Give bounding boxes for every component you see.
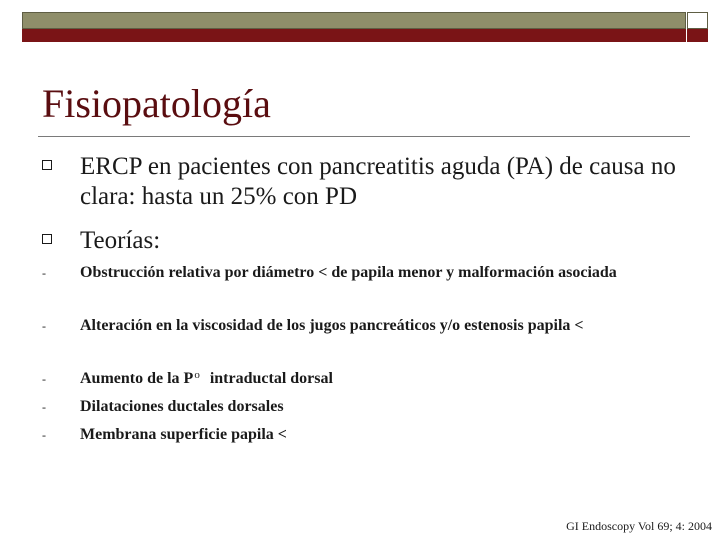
- bullet-text: Teorías:: [80, 227, 161, 254]
- header-band-olive: [22, 12, 686, 29]
- sub-bullet-text: Dilataciones ductales dorsales: [80, 398, 284, 415]
- header-corner-block-bottom: [687, 29, 708, 42]
- dash-bullet-icon: -: [42, 266, 46, 280]
- header-corner-block-top: [687, 12, 708, 29]
- title-divider: [38, 136, 690, 137]
- degree-superscript: o: [194, 369, 200, 381]
- sub-bullet-text-before: Aumento de la P: [80, 370, 194, 387]
- square-bullet-icon: [42, 160, 52, 170]
- square-bullet-icon: [42, 234, 52, 244]
- sub-bullet-text: Alteración en la viscosidad de los jugos pancreáticos y/o estenosis papila <: [80, 317, 584, 334]
- sub-bullet-text-after: intraductal dorsal: [209, 370, 333, 387]
- dash-bullet-icon: -: [42, 372, 46, 386]
- bullet-text: ERCP en pacientes con pancreatitis aguda (PA) de causa no clara: hasta un 25% con PD: [80, 153, 676, 210]
- slide-title: Fisiopatología: [42, 81, 271, 126]
- sub-bullet-text: Membrana superficie papila <: [80, 426, 287, 443]
- sub-bullet-text: Obstrucción relativa por diámetro < de papila menor y malformación asociada: [80, 264, 617, 281]
- header-band-red: [22, 29, 686, 42]
- dash-bullet-icon: -: [42, 319, 46, 333]
- header-corner-block: [687, 12, 708, 42]
- dash-bullet-icon: -: [42, 400, 46, 414]
- sub-bullet-text: [80, 367, 680, 391]
- citation-footer: GI Endoscopy Vol 69; 4: 2004: [566, 519, 712, 533]
- dash-bullet-icon: -: [42, 428, 46, 442]
